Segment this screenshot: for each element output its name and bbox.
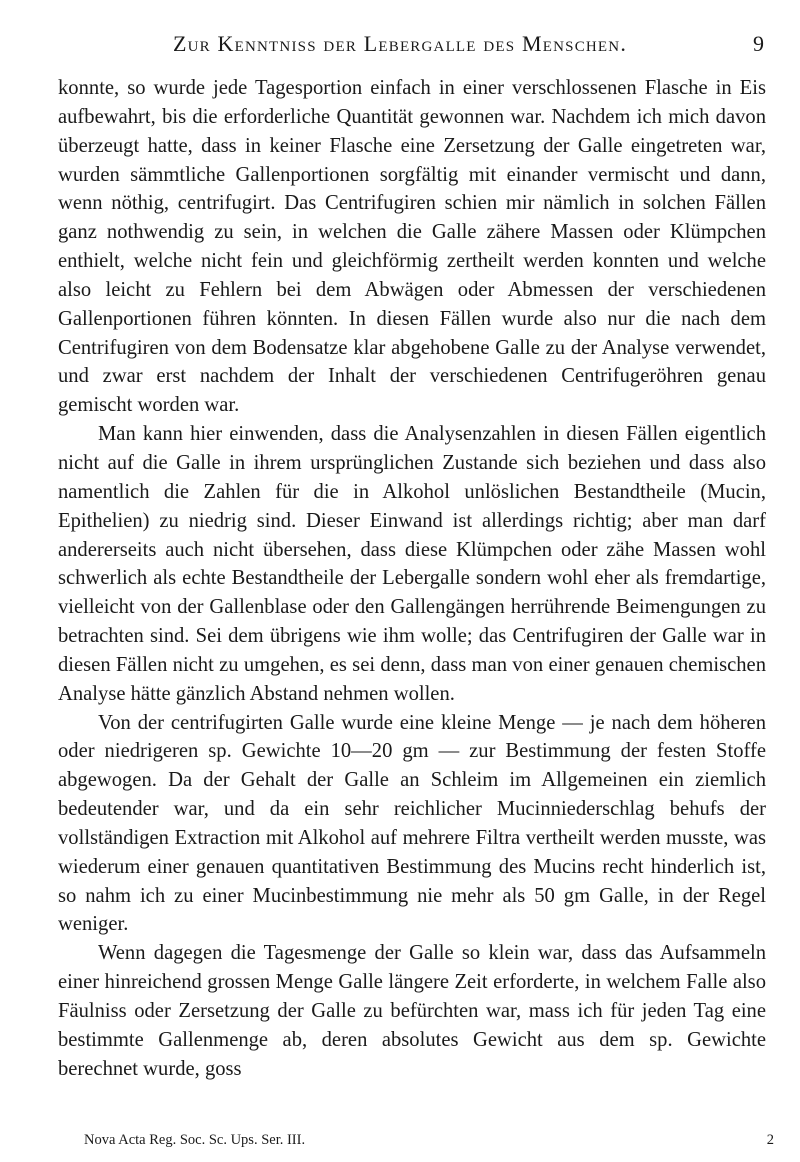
paragraph-2: Man kann hier einwenden, dass die Analysenzahlen in diesen Fällen eigentlich nicht auf die Galle in ihrem ursprünglichen Zustande sich beziehen und dass also namentlich die Zahlen für die in Alkohol unlöslichen Bestandtheile (Mucin, Epithelien) zu niedrig sind. Dieser Einwand ist allerdings richtig; aber man darf andererseits auch nicht übersehen, dass diese Klümpchen oder zähe Massen wohl schwerlich als echte Bestandtheile der Lebergalle sondern wohl eher als fremdartige, vielleicht von der Gallenblase oder den Gallengängen herrührende Beimengungen zu betrachten sind. Sei dem übrigens wie ihm wolle; das Centrifugiren der Galle war in diesen Fällen nicht zu umgehen, es sei denn, dass man von einer genauen chemischen Analyse hätte gänzlich Abstand nehmen wollen. bbox=[58, 423, 766, 705]
page-footer bbox=[84, 1130, 774, 1152]
page-number: 9 bbox=[753, 31, 764, 56]
journal-citation: Nova Acta Reg. Soc. Sc. Ups. Ser. III. bbox=[84, 1132, 306, 1148]
body-text bbox=[58, 74, 766, 1084]
running-head bbox=[0, 30, 800, 60]
running-title: Zur Kenntniss der Lebergalle des Menschen. bbox=[172, 31, 628, 56]
paragraph-4: Wenn dagegen die Tagesmenge der Galle so klein war, dass das Aufsammeln einer hinreichend grossen Menge Galle längere Zeit erforderte, in welchem Falle also Fäulniss oder Zersetzung der Galle zu befürchten war, mass ich für jeden Tag eine bestimmte Gallenmenge ab, deren absolutes Gewicht aus dem sp. Gewichte berechnet wurde, goss bbox=[58, 942, 766, 1080]
paragraph-1: konnte, so wurde jede Tagesportion einfach in einer verschlossenen Flasche in Eis aufbewahrt, bis die erforderliche Quantität gewonnen war. Nachdem ich mich davon überzeugt hatte, dass in keiner Flasche eine Zersetzung der Galle eingetreten war, wurden sämmtliche Gallenportionen sorgfältig mit einander vermischt und dann, wenn nöthig, centrifugirt. Das Centrifugiren schien mir nämlich in solchen Fällen ganz nothwendig zu sein, in welchen die Galle zähere Massen oder Klümpchen enthielt, welche nicht fein und gleichförmig zertheilt werden konnten und welche also leicht zu Fehlern bei dem Abwägen oder Abmessen der verschiedenen Gallenportionen führen könnten. In diesen Fällen wurde also nur die nach dem Centrifugiren von dem Bodensatze klar abgehobene Galle zu der Analyse verwendet, und zwar erst nachdem der Inhalt der verschiedenen Centrifugeröhren genau gemischt worden war. bbox=[58, 77, 766, 417]
paragraph-3: Von der centrifugirten Galle wurde eine kleine Menge — je nach dem höheren oder niedrigeren sp. Gewichte 10—20 gm — zur Bestimmung der festen Stoffe abgewogen. Da der Gehalt der Galle an Schleim im Allgemeinen ein ziemlich bedeutender war, und da ein sehr reichlicher Mucinniederschlag behufs der vollständigen Extraction mit Alkohol auf mehrere Filtra vertheilt werden musste, was wiederum einer genauen quantitativen Bestimmung des Mucins recht hinderlich ist, so nahm ich zu einer Mucinbestimmung nie mehr als 50 gm Galle, in der Regel weniger. bbox=[58, 711, 766, 936]
sheet-signature: 2 bbox=[766, 1132, 774, 1148]
